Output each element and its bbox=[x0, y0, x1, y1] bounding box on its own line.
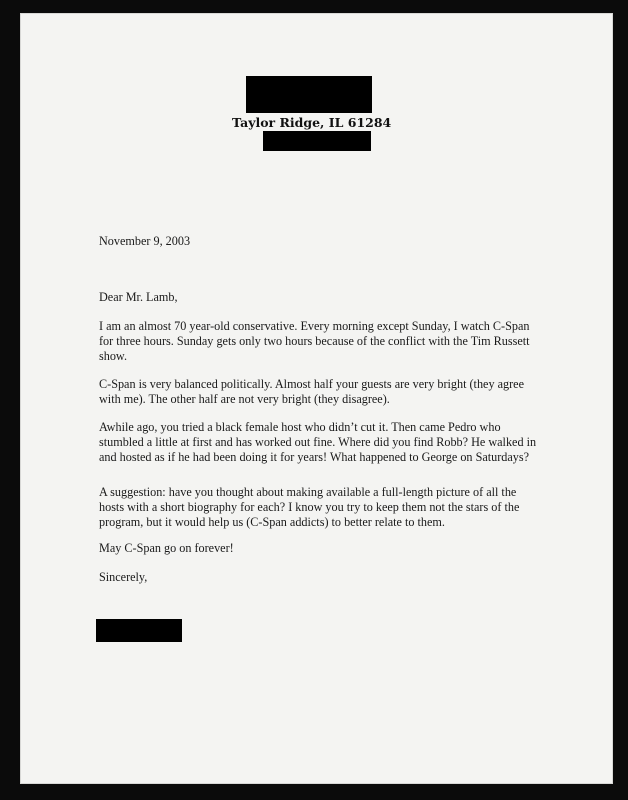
redacted-signature-block bbox=[96, 619, 182, 642]
letterhead-address: Taylor Ridge, IL 61284 bbox=[232, 115, 392, 130]
letter-page bbox=[20, 13, 613, 784]
paragraph: C-Span is very balanced politically. Almost half your guests are very bright (they agree with me). The other half are not very bright (they disagree). bbox=[99, 377, 524, 406]
paragraph: A suggestion: have you thought about making available a full-length picture of all the hosts with a short biography for each? I know you try to keep them not the stars of the program, but it would help us (C-Span addicts) to better relate to them. bbox=[99, 485, 520, 529]
redacted-phone-block bbox=[263, 131, 371, 151]
paragraph: Awhile ago, you tried a black female host who didn’t cut it. Then came Pedro who stumbled a little at first and has worked out fine. Where did you find Robb? He walked in and hosted as if he had been doing it for years! What happened to George on Saturdays? bbox=[99, 420, 537, 464]
closing: Sincerely, bbox=[99, 570, 148, 584]
letter-date: November 9, 2003 bbox=[99, 234, 191, 248]
salutation: Dear Mr. Lamb, bbox=[99, 290, 178, 304]
paragraph: May C-Span go on forever! bbox=[99, 541, 234, 555]
redacted-name-block bbox=[246, 76, 372, 113]
paragraph: I am an almost 70 year-old conservative. Every morning except Sunday, I watch C-Span for three hours. Sunday gets only two hours because of the conflict with the Tim Russett show. bbox=[99, 319, 530, 363]
